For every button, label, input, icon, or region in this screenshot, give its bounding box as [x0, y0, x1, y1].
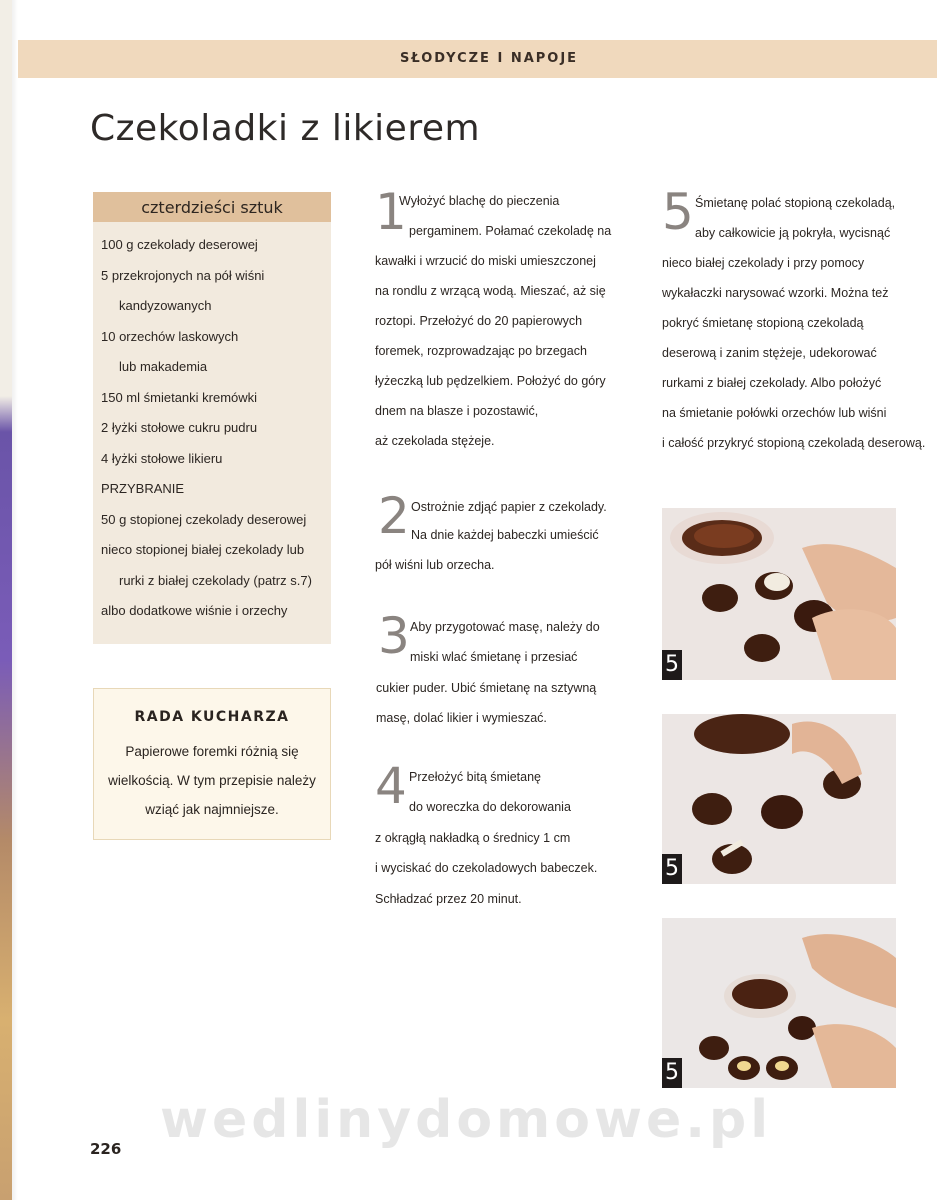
step-2 [375, 487, 648, 582]
photo-illustration [662, 714, 896, 884]
step-line: Ostrożnie zdjąć papier z czekolady. [411, 500, 607, 514]
step-line: roztopi. Przełożyć do 20 papierowych [375, 314, 583, 328]
cook-tip-line: wielkością. W tym przepisie należy [108, 773, 316, 788]
ingredients-title: czterdzieści sztuk [141, 198, 283, 217]
step-number: 3 [378, 607, 410, 665]
step-line: Przełożyć bitą śmietanę [409, 770, 542, 784]
step-4 [375, 757, 645, 912]
ingredient-line: 150 ml śmietanki kremówki [101, 389, 258, 405]
ingredients-header [93, 192, 331, 222]
book-spine-edge [0, 0, 12, 1200]
step-line: do woreczka do dekorowania [409, 800, 571, 814]
step-line: Wyłożyć blachę do pieczenia [399, 194, 560, 208]
ingredient-line: albo dodatkowe wiśnie i orzechy [101, 603, 288, 618]
step-line: deserową i zanim stężeje, udekorować [662, 346, 877, 360]
cook-tip-text [102, 737, 322, 824]
step-line: cukier puder. Ubić śmietanę na sztywną [376, 681, 597, 695]
cook-tip-title: RADA KUCHARZA [134, 709, 290, 725]
watermark: wedlinydomowe.pl [160, 1090, 773, 1150]
step-line: kawałki i wrzucić do miski umieszczonej [375, 254, 596, 268]
ingredient-line: 2 łyżki stołowe cukru pudru [101, 420, 258, 435]
ingredient-line: 100 g czekolady deserowej [101, 237, 258, 252]
page-title: Czekoladki z likierem [90, 108, 481, 149]
step-line: aż czekolada stężeje. [375, 434, 495, 448]
step-line: rurkami z białej czekolady. Albo położyć [662, 376, 882, 390]
photo-illustration [662, 918, 896, 1088]
step-number: 5 [662, 183, 694, 241]
step-photo [662, 918, 896, 1088]
ingredients-box [93, 192, 331, 644]
step-line: na rondlu z wrzącą wodą. Mieszać, aż się [375, 284, 606, 298]
ingredient-line: rurki z białej czekolady (patrz s.7) [119, 572, 312, 588]
step-line: Śmietanę polać stopioną czekoladą, [695, 196, 896, 210]
step-number: 4 [375, 757, 407, 815]
ingredient-line: lub makademia [119, 359, 208, 374]
step-line: dnem na blasze i pozostawić, [375, 404, 539, 418]
garnish-heading: PRZYBRANIE [101, 481, 185, 496]
photo-step-badge: 5 [662, 650, 682, 680]
step-3 [376, 607, 648, 732]
step-line: łyżeczką lub pędzelkiem. Położyć do góry [375, 374, 606, 388]
step-line: Aby przygotować masę, należy do [410, 620, 600, 634]
step-line: masę, dolać likier i wymieszać. [376, 711, 547, 725]
photo-illustration [662, 508, 896, 680]
step-line: z okrągłą nakładką o średnicy 1 cm [375, 831, 571, 845]
cook-tip-line: wziąć jak najmniejsze. [145, 802, 279, 817]
step-5 [662, 183, 932, 468]
ingredient-line: kandyzowanych [119, 298, 212, 313]
step-number: 1 [375, 183, 407, 241]
step-line: i całość przykryć stopioną czekoladą deserową. [662, 436, 926, 450]
section-label: SŁODYCZE I NAPOJE [400, 51, 579, 66]
step-line: Na dnie każdej babeczki umieścić [411, 528, 599, 542]
step-photo [662, 508, 896, 680]
step-line: wykałaczki narysować wzorki. Można też [662, 286, 889, 300]
step-line: foremek, rozprowadzając po brzegach [375, 344, 587, 358]
ingredients-list [101, 230, 329, 627]
step-line: pół wiśni lub orzecha. [375, 558, 495, 572]
step-line: nieco białej czekolady i przy pomocy [662, 256, 865, 270]
step-1 [375, 183, 645, 468]
step-line: Schładzać przez 20 minut. [375, 892, 522, 906]
cook-tip-line: Papierowe foremki różnią się [125, 744, 299, 759]
cook-tip-box [93, 688, 331, 840]
ingredient-line: nieco stopionej białej czekolady lub [101, 542, 305, 557]
ingredient-line: 4 łyżki stołowe likieru [101, 450, 223, 466]
step-line: pokryć śmietanę stopioną czekoladą [662, 316, 864, 330]
step-line: i wyciskać do czekoladowych babeczek. [375, 861, 598, 875]
step-line: aby całkowicie ją pokryła, wycisnąć [695, 226, 891, 240]
photo-step-badge: 5 [662, 854, 682, 884]
ingredient-line: 50 g stopionej czekolady deserowej [101, 511, 307, 527]
ingredient-line: 5 przekrojonych na pół wiśni [101, 267, 265, 283]
page-number: 226 [90, 1140, 122, 1158]
step-photo [662, 714, 896, 884]
step-number: 2 [378, 487, 410, 545]
ingredient-line: 10 orzechów laskowych [101, 328, 239, 344]
photo-step-badge: 5 [662, 1058, 682, 1088]
step-line: miski wlać śmietanę i przesiać [410, 650, 578, 664]
step-line: pergaminem. Połamać czekoladę na [409, 224, 612, 238]
step-line: na śmietanie połówki orzechów lub wiśni [662, 406, 887, 420]
